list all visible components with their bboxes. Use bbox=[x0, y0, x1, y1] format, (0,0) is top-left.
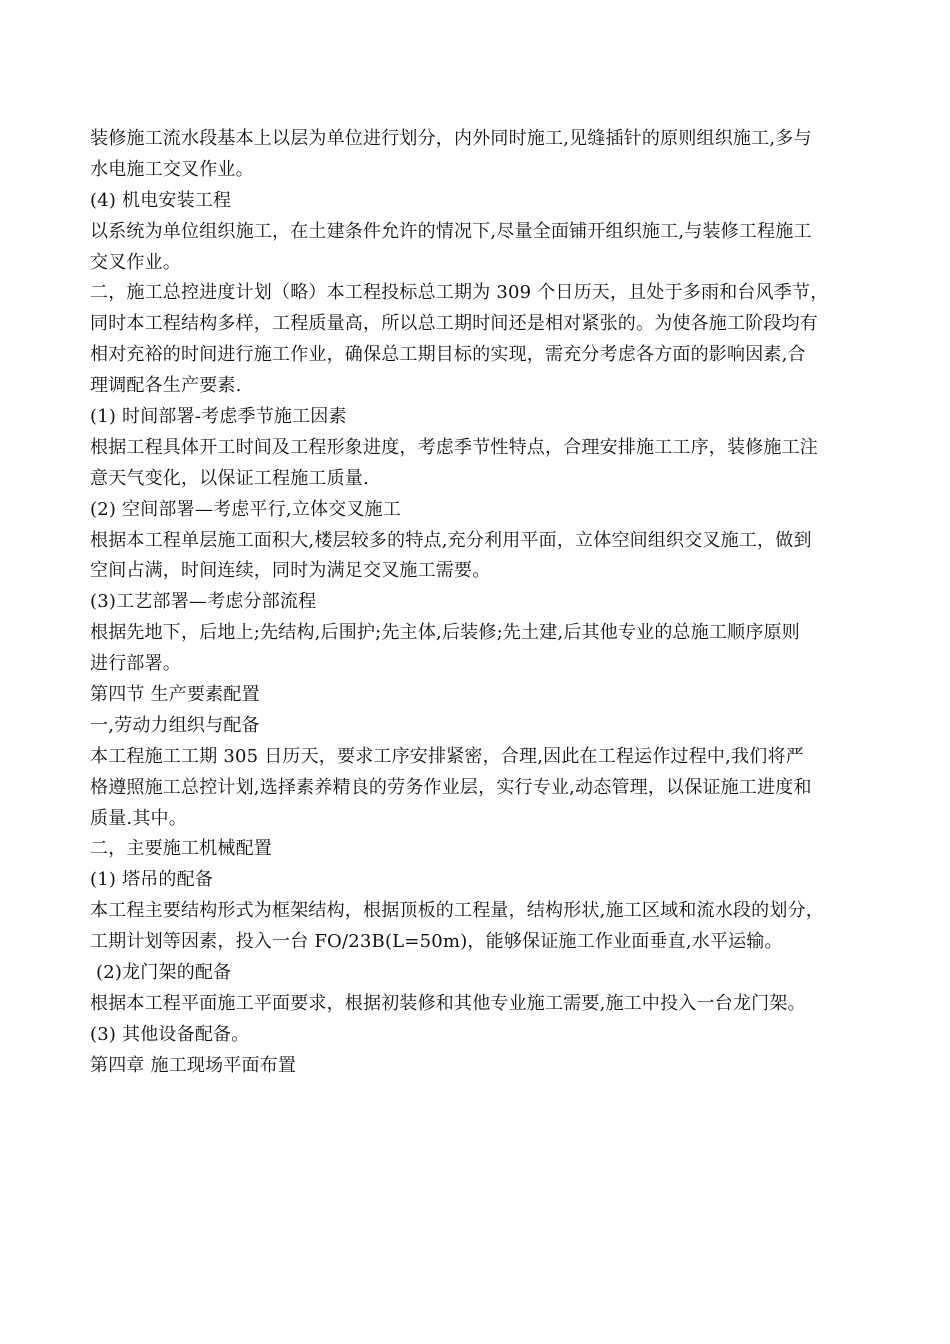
section-heading: (2)龙门架的配备 bbox=[96, 962, 232, 984]
section-heading: (3)工艺部署—考虑分部流程 bbox=[90, 591, 317, 613]
text-line: 工期计划等因素，投入一台 FO/23B(L=50m)，能够保证施工作业面垂直,水平运输。 bbox=[90, 931, 783, 953]
section-heading: 一,劳动力组织与配备 bbox=[90, 714, 260, 736]
text-line: 水电施工交叉作业。 bbox=[90, 158, 254, 180]
text-line: 理调配各生产要素. bbox=[90, 375, 242, 397]
section-heading: 二，施工总控进度计划（略）本工程投标总工期为 309 个日历天，且处于多雨和台风季节， bbox=[90, 282, 829, 304]
text-line: 以系统为单位组织施工，在土建条件允许的情况下,尽量全面铺开组织施工,与装修工程施工 bbox=[90, 220, 812, 242]
text-line: 相对充裕的时间进行施工作业，确保总工期目标的实现，需充分考虑各方面的影响因素,合 bbox=[90, 344, 806, 366]
section-heading: 第四节 生产要素配置 bbox=[90, 684, 260, 706]
text-line: 质量.其中。 bbox=[90, 807, 187, 829]
text-line: 根据本工程平面施工平面要求，根据初装修和其他专业施工需要,施工中投入一台龙门架。 bbox=[90, 992, 806, 1014]
text-line: 根据工程具体开工时间及工程形象进度，考虑季节性特点，合理安排施工工序，装修施工注 bbox=[90, 436, 818, 458]
text-line: 根据先地下，后地上;先结构,后围护;先主体,后装修;先土建,后其他专业的总施工顺序原则 bbox=[90, 622, 800, 644]
document-body bbox=[90, 124, 880, 1082]
text-line: 同时本工程结构多样，工程质量高，所以总工期时间还是相对紧张的。为使各施工阶段均有 bbox=[90, 313, 818, 335]
section-heading: 二，主要施工机械配置 bbox=[90, 838, 272, 860]
text-line: 根据本工程单层施工面积大,楼层较多的特点,充分利用平面，立体空间组织交叉施工，做到 bbox=[90, 529, 812, 551]
section-heading: (1) 时间部署-考虑季节施工因素 bbox=[90, 406, 347, 428]
text-line: 装修施工流水段基本上以层为单位进行划分，内外同时施工,见缝插针的原则组织施工,多与 bbox=[90, 128, 812, 149]
text-line: 空间占满，时间连续，同时为满足交叉施工需要。 bbox=[90, 560, 491, 582]
section-heading: (4) 机电安装工程 bbox=[90, 189, 232, 211]
text-line: 本工程施工工期 305 日历天，要求工序安排紧密，合理,因此在工程运作过程中,我们将严 bbox=[90, 745, 804, 767]
text-line: 意天气变化，以保证工程施工质量. bbox=[90, 467, 369, 489]
text-line: 进行部署。 bbox=[90, 653, 181, 675]
section-heading: (3) 其他设备配备。 bbox=[90, 1023, 250, 1045]
section-heading: (2) 空间部署—考虑平行,立体交叉施工 bbox=[90, 498, 401, 520]
text-line: 交叉作业。 bbox=[90, 251, 181, 273]
text-line: 本工程主要结构形式为框架结构，根据顶板的工程量，结构形状,施工区域和流水段的划分， bbox=[90, 900, 824, 922]
chapter-heading: 第四章 施工现场平面布置 bbox=[90, 1054, 297, 1076]
text-line: 格遵照施工总控计划,选择素养精良的劳务作业层，实行专业,动态管理，以保证施工进度和 bbox=[90, 776, 812, 798]
section-heading: (1) 塔吊的配备 bbox=[90, 869, 214, 891]
